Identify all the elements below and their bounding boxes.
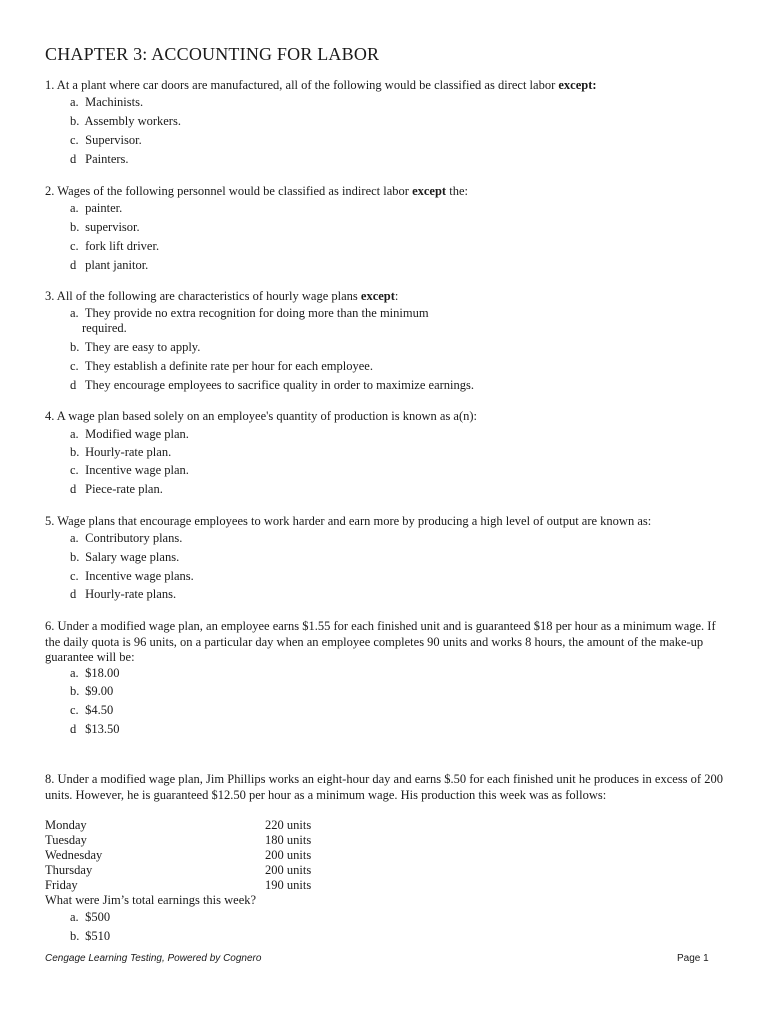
question-8-stem: 8. Under a modified wage plan, Jim Phillips works an eight-hour day and earns $.50 for each finished unit he produces in excess of 200 units. However, he is guaranteed $12.50 per hour as a minimum wage. His production this week was as follows:: [45, 772, 723, 802]
q8-option-b: b. $510: [70, 929, 111, 943]
q4-option-c: c. Incentive wage plan.: [70, 463, 189, 477]
q2-option-c: c. fork lift driver.: [70, 239, 160, 253]
question-3-stem: 3. All of the following are characteristics of hourly wage plans except:: [45, 289, 399, 303]
question-8-prompt: What were Jim’s total earnings this week?: [45, 893, 257, 907]
q8-option-a: a. $500: [70, 910, 111, 924]
q1-option-d: d Painters.: [70, 152, 129, 166]
q3-option-b: b. They are easy to apply.: [70, 340, 201, 354]
q4-option-d: d Piece-rate plan.: [70, 482, 163, 496]
q3-option-d: d They encourage employees to sacrifice quality in order to maximize earnings.: [70, 378, 474, 392]
production-units: 190 units: [265, 878, 312, 892]
q2-option-a: a. painter.: [70, 201, 123, 215]
q3-option-a-cont: required.: [82, 321, 127, 335]
q3-option-a: a. They provide no extra recognition for doing more than the minimum: [70, 306, 429, 320]
chapter-title: CHAPTER 3: ACCOUNTING FOR LABOR: [45, 44, 380, 64]
production-units: 200 units: [265, 848, 312, 862]
production-day: Thursday: [45, 863, 93, 877]
q4-option-b: b. Hourly-rate plan.: [70, 445, 172, 459]
question-2-stem: 2. Wages of the following personnel would be classified as indirect labor except the:: [45, 184, 468, 198]
production-units: 180 units: [265, 833, 312, 847]
q2-option-d: d plant janitor.: [70, 258, 149, 272]
q6-option-a: a. $18.00: [70, 666, 120, 680]
question-6-stem: 6. Under a modified wage plan, an employee earns $1.55 for each finished unit and is guaranteed $18 per hour as a minimum wage. If the daily quota is 96 units, on a particular day when an employee completes 90 units and works 8 hours, the amount of the make-up guarantee will be:: [45, 619, 716, 664]
footer-page-number: Page 1: [677, 953, 709, 964]
q5-option-a: a. Contributory plans.: [70, 531, 183, 545]
production-units: 200 units: [265, 863, 312, 877]
q5-option-c: c. Incentive wage plans.: [70, 569, 194, 583]
q6-option-b: b. $9.00: [70, 684, 114, 698]
q2-option-b: b. supervisor.: [70, 220, 140, 234]
q5-option-b: b. Salary wage plans.: [70, 550, 180, 564]
q1-option-c: c. Supervisor.: [70, 133, 142, 147]
q5-option-d: d Hourly-rate plans.: [70, 587, 177, 601]
production-day: Tuesday: [45, 833, 87, 847]
q1-option-a: a. Machinists.: [70, 95, 144, 109]
question-1-stem: 1. At a plant where car doors are manufactured, all of the following would be classified as direct labor except:: [45, 78, 597, 92]
q3-option-c: c. They establish a definite rate per hour for each employee.: [70, 359, 373, 373]
production-day: Friday: [45, 878, 78, 892]
q4-option-a: a. Modified wage plan.: [70, 427, 189, 441]
q6-option-d: d $13.50: [70, 722, 120, 736]
production-units: 220 units: [265, 818, 312, 832]
q1-option-b: b. Assembly workers.: [70, 114, 181, 128]
production-day: Wednesday: [45, 848, 103, 862]
question-4-stem: 4. A wage plan based solely on an employee's quantity of production is known as a(n):: [45, 409, 478, 423]
q6-option-c: c. $4.50: [70, 703, 114, 717]
production-day: Monday: [45, 818, 87, 832]
question-5-stem: 5. Wage plans that encourage employees to work harder and earn more by producing a high level of output are known as:: [45, 514, 652, 528]
footer-publisher: Cengage Learning Testing, Powered by Cognero: [45, 953, 262, 964]
